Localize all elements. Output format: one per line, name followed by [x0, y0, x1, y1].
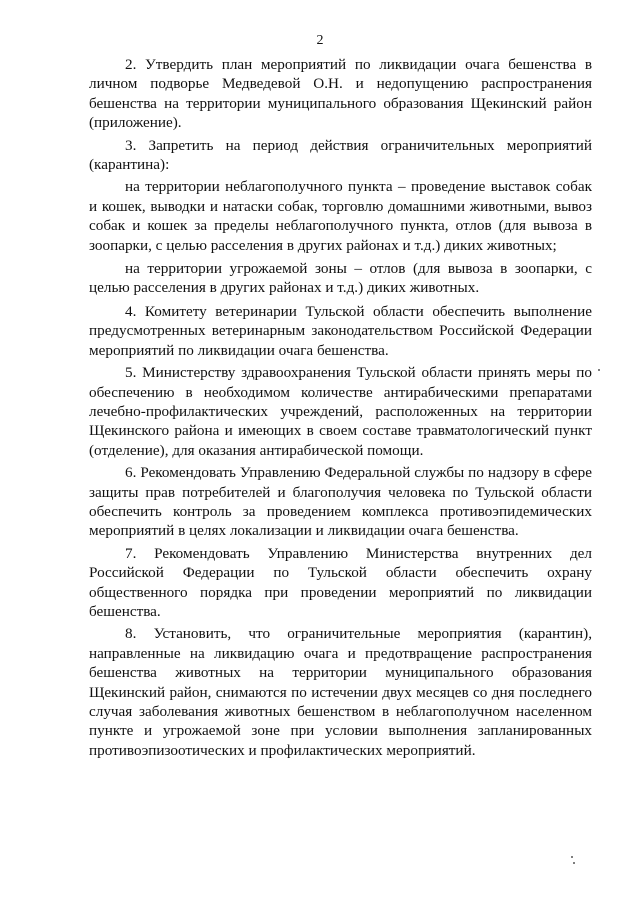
paragraph-2: 2. Утвердить план мероприятий по ликвидации очага бешенства в личном подворье Медведевой О.Н. и недопущению распространения бешенства на территории муниципального образования Щекинский район (приложение). [89, 56, 592, 132]
paragraph-7: 7. Рекомендовать Управлению Министерства внутренних дел Российской Федерации по Тульской области обеспечить охрану общественного порядка при проведении мероприятий по ликвидации бешенства. [89, 544, 592, 620]
scan-speck [571, 856, 573, 858]
scan-speck [598, 369, 600, 371]
paragraph-3-item-unsafe-point: на территории неблагополучного пункта – проведение выставок собак и кошек, выводки и натаски собак, торговлю домашними животными, вывоз собак и кошек за пределы неблагополучного пункта, отлов (для вывоза в зоопарки, с целью расселения в других районах и т.д.) диких животных; [89, 178, 592, 254]
paragraph-8: 8. Установить, что ограничительные мероприятия (карантин), направленные на ликвидацию очага и предотвращение распространения бешенства животных на территории муниципального образования Щекинский район, снимаются по истечении двух месяцев со дня последнего случая заболевания животных бешенством в неблагополучном населенном пункте и угрожаемой зоне при условии выполнения запланированных противоэпизоотических и профилактических мероприятий. [89, 625, 592, 759]
paragraph-6: 6. Рекомендовать Управлению Федеральной службы по надзору в сфере защиты прав потребителей и благополучия человека по Тульской области обеспечить контроль за проведением комплекса противоэпидемических мероприятий в целях локализации и ликвидации очага бешенства. [89, 464, 592, 540]
paragraph-4: 4. Комитету ветеринарии Тульской области обеспечить выполнение предусмотренных ветеринарным законодательством Российской Федерации мероприятий по ликвидации очага бешенства. [89, 302, 592, 359]
paragraph-3: 3. Запретить на период действия ограничительных мероприятий (карантина): [89, 136, 592, 174]
page-number: 2 [316, 33, 324, 48]
paragraph-3-item-threatened-zone: на территории угрожаемой зоны – отлов (для вывоза в зоопарки, с целью расселения в других районах и т.д.) диких животных. [89, 260, 592, 297]
scan-speck [573, 862, 575, 864]
document-body [89, 55, 592, 763]
paragraph-5: 5. Министерству здравоохранения Тульской области принять меры по обеспечению в необходимом количестве антирабическими препаратами лечебно-профилактических учреждений, расположенных на территории Щекинского района и имеющих в своем составе травматологический пункт (отделение), для оказания антирабической помощи. [89, 364, 592, 459]
